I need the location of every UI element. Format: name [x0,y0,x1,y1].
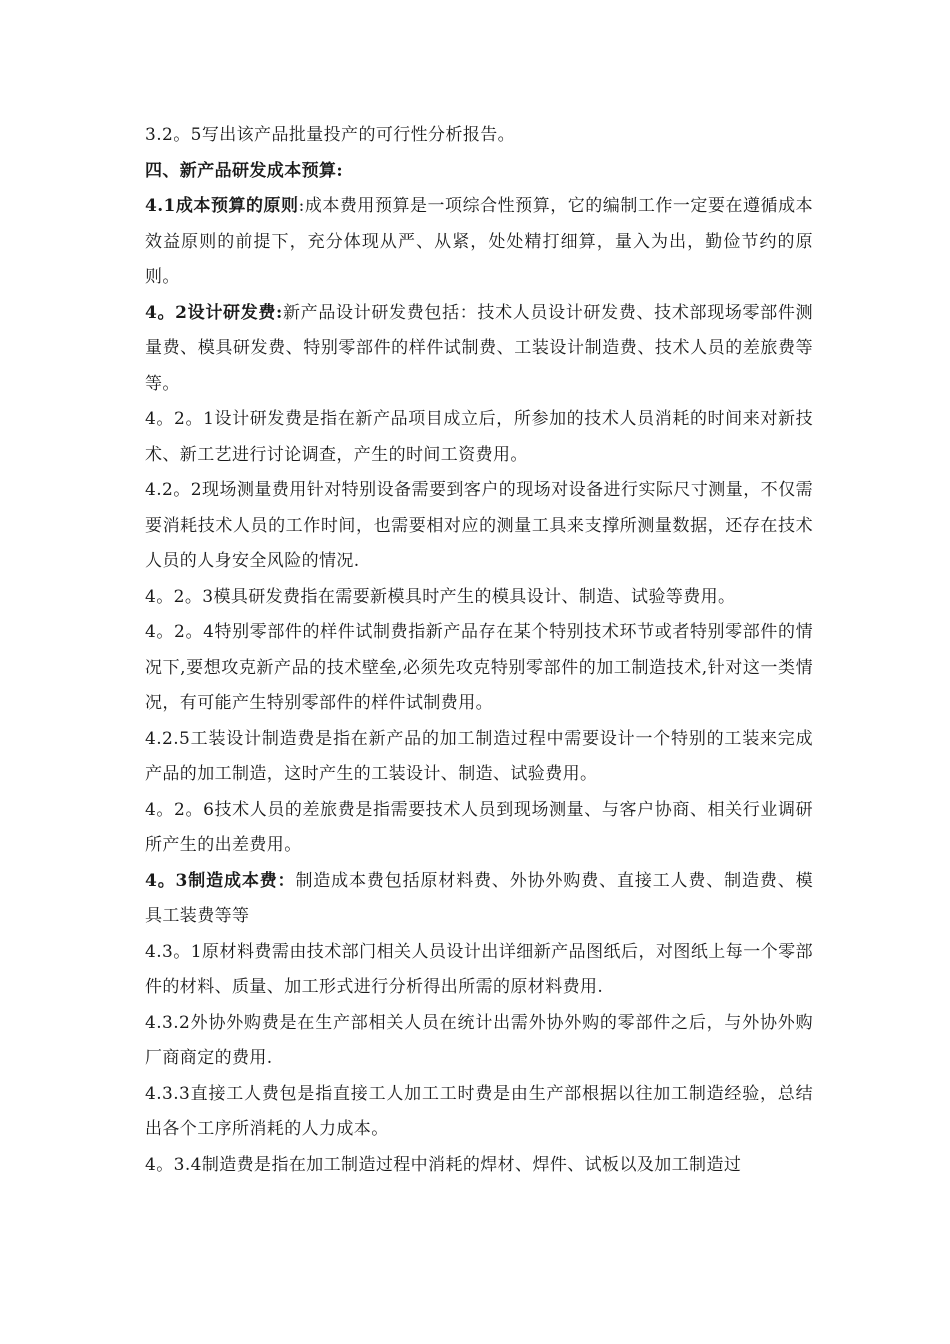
paragraph-text: 4。2。1设计研发费是指在新产品项目成立后，所参加的技术人员消耗的时间来对新技术、新工艺进行讨论调查，产生的时间工资费用。 [145,409,813,465]
paragraph-text: 4.3。1原材料费需由技术部门相关人员设计出详细新产品图纸后，对图纸上每一个零部件的材料、质量、加工形式进行分析得出所需的原材料费用. [145,941,813,997]
paragraph-text: 4。2。4特别零部件的样件试制费指新产品存在某个特别技术环节或者特别零部件的情况下,要想攻克新产品的技术壁垒,必须先攻克特别零部件的加工制造技术,针对这一类情况，有可能产生特别零部件的样件试制费用。 [145,622,813,713]
paragraph-4-1 [145,189,813,296]
paragraph-text: :成本费用预算是一项综合性预算，它的编制工作一定要在遵循成本效益原则的前提下，充分体现从严、从紧，处处精打细算，量入为出，勤俭节约的原则。 [145,196,813,287]
paragraph-heading: 4.1成本预算的原则 [145,196,299,216]
paragraph-text: 4.2.5工装设计制造费是指在新产品的加工制造过程中需要设计一个特别的工装来完成产品的加工制造，这时产生的工装设计、制造、试验费用。 [145,728,813,784]
paragraph-4-2-1 [145,402,813,473]
paragraph-text: 4.3.2外协外购费是在生产部相关人员在统计出需外协外购的零部件之后，与外协外购厂商商定的费用. [145,1012,813,1068]
document-page [145,118,813,1183]
paragraph-4-2-4 [145,615,813,722]
paragraph-text: 新产品设计研发费包括：技术人员设计研发费、技术部现场零部件测量费、模具研发费、特别零部件的样件试制费、工装设计制造费、技术人员的差旅费等等。 [145,302,813,394]
paragraph-4-3 [145,864,813,935]
paragraph-4-2-3 [145,580,813,616]
paragraph-3-2-5 [145,118,813,154]
paragraph-4-3-2 [145,1006,813,1077]
paragraph-text: 4。2。3模具研发费指在需要新模具时产生的模具设计、制造、试验等费用。 [145,586,736,607]
paragraph-4-3-3 [145,1077,813,1148]
paragraph-text: 4。3.4制造费是指在加工制造过程中消耗的焊材、焊件、试板以及加工制造过 [145,1154,742,1175]
section-heading-4 [145,154,813,190]
paragraph-4-3-4 [145,1148,813,1184]
paragraph-text: 3.2。5写出该产品批量投产的可行性分析报告。 [145,125,516,145]
paragraph-heading: 4。3制造成本费： [145,870,296,891]
paragraph-4-2 [145,296,813,403]
paragraph-4-2-2 [145,473,813,580]
paragraph-text: 4.3.3直接工人费包是指直接工人加工工时费是由生产部根据以往加工制造经验，总结出各个工序所消耗的人力成本。 [145,1083,813,1139]
paragraph-4-2-5 [145,722,813,793]
paragraph-text: 4。2。6技术人员的差旅费是指需要技术人员到现场测量、与客户协商、相关行业调研所产生的出差费用。 [145,799,813,855]
paragraph-4-2-6 [145,793,813,864]
paragraph-text: 4.2。2现场测量费用针对特别设备需要到客户的现场对设备进行实际尺寸测量，不仅需要消耗技术人员的工作时间，也需要相对应的测量工具来支撑所测量数据，还存在技术人员的人身安全风险的情况. [145,480,813,571]
paragraph-4-3-1 [145,935,813,1006]
paragraph-text: 制造成本费包括原材料费、外协外购费、直接工人费、制造费、模具工装费等等 [145,870,813,926]
paragraph-heading: 4。2设计研发费: [145,302,283,323]
section-heading-text: 四、新产品研发成本预算: [145,160,344,181]
